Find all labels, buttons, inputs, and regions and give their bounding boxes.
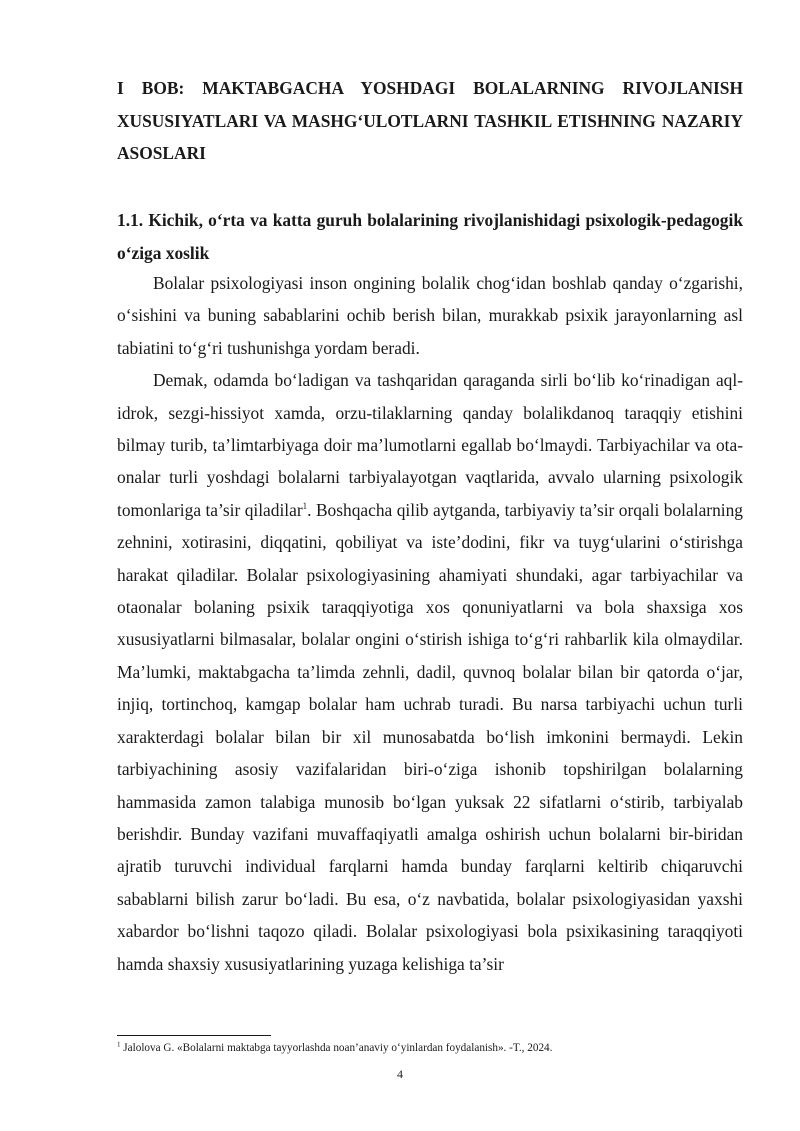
page-number: 4: [397, 1067, 403, 1081]
footnote-text: Jalolova G. «Bolalarni maktabga tayyorlashda noan’anaviy o‘yinlardan foydalanish». -T., 2024.: [123, 1042, 553, 1054]
paragraph-2-part-2: . Boshqacha qilib aytganda, tarbiyaviy ta’sir orqali bolalarning zehnini, xotirasini, diqqatini, qobiliyat va iste’dodini, fikr va tuyg‘ularini o‘stirishga harakat qiladilar. Bolalar psixologiyasining ahamiyati shundaki, agar tarbiyachilar va otaonalar bolaning psixik taraqqiyotiga xos qonuniyatlarni va bola shaxsiga xos xususiyatlarni bilmasalar, bolalar ongini o‘stirish ishiga to‘g‘ri rahbarlik kila olmaydilar. Ma’lumki, maktabgacha ta’limda zehnli, dadil, quvnoq bolalar bilan bir qatorda o‘jar, injiq, tortinchoq, kamgap bolalar ham uchrab turadi. Bu narsa tarbiyachi uchun turli xarakterdagi bolalar bilan bir xil munosabatda bo‘lish imkonini bermaydi. Lekin tarbiyachining asosiy vazifalaridan biri-o‘ziga ishonib topshirilgan bolalarning hammasida zamon talabiga munosib bo‘lgan yuksak 22 sifatlarni o‘stirib, tarbiyalab berishdir. Bunday vazifani muvaffaqiyatli amalga oshirish uchun bolalarni bir-biridan ajratib turuvchi individual farqlarni hamda bunday farqlarni keltirib chiqaruvchi sabablarni bilish zarur bo‘ladi. Bu esa, o‘z navbatida, bolalar psixologiyasidan yaxshi xabardor bo‘lishni taqozo qiladi. Bolalar psixologiyasi bola psixikasining taraqqiyoti hamda shaxsiy xususiyatlarining yuzaga kelishiga ta’sir: [117, 499, 743, 974]
body-text: [117, 267, 743, 980]
footnote-reference[interactable]: 1: [302, 501, 308, 512]
footnote: [117, 1041, 743, 1056]
footnote-separator: [117, 1035, 271, 1036]
section-title: 1.1. Kichik, o‘rta va katta guruh bolalarining rivojlanishidagi psixologik-pedagogik o‘ziga xoslik: [117, 210, 743, 263]
paragraph-2-part-1: Demak, odamda bo‘ladigan va tashqaridan qaraganda sirli bo‘lib ko‘rinadigan aql-idrok, sezgi-hissiyot xamda, orzu-tilaklarning qanday bolalikdanoq taraqqiy etishini bilmay turib, ta’limtarbiyaga doir ma’lumotlarni egallab bo‘lmaydi. Tarbiyachilar va ota-onalar turli yoshdagi bolalarni tarbiyalayotgan vaqtlarida, avvalo ularning psixologik tomonlariga ta’sir qiladilar: [117, 370, 743, 520]
paragraph-2: [117, 364, 743, 980]
chapter-title: I BOB: MAKTABGACHA YOSHDAGI BOLALARNING RIVOJLANISH XUSUSIYATLARI VA MASHG‘ULOTLARNI TASHKIL ETISHNING NAZARIY ASOSLARI: [117, 78, 743, 163]
paragraph-1: Bolalar psixologiyasi inson ongining bolalik chog‘idan boshlab qanday o‘zgarishi, o‘sishini va buning sabablarini ochib berish bilan, murakkab psixik jarayonlarning asl tabiatini to‘g‘ri tushunishga yordam beradi.: [117, 273, 743, 358]
footnote-number: 1: [117, 1040, 121, 1049]
